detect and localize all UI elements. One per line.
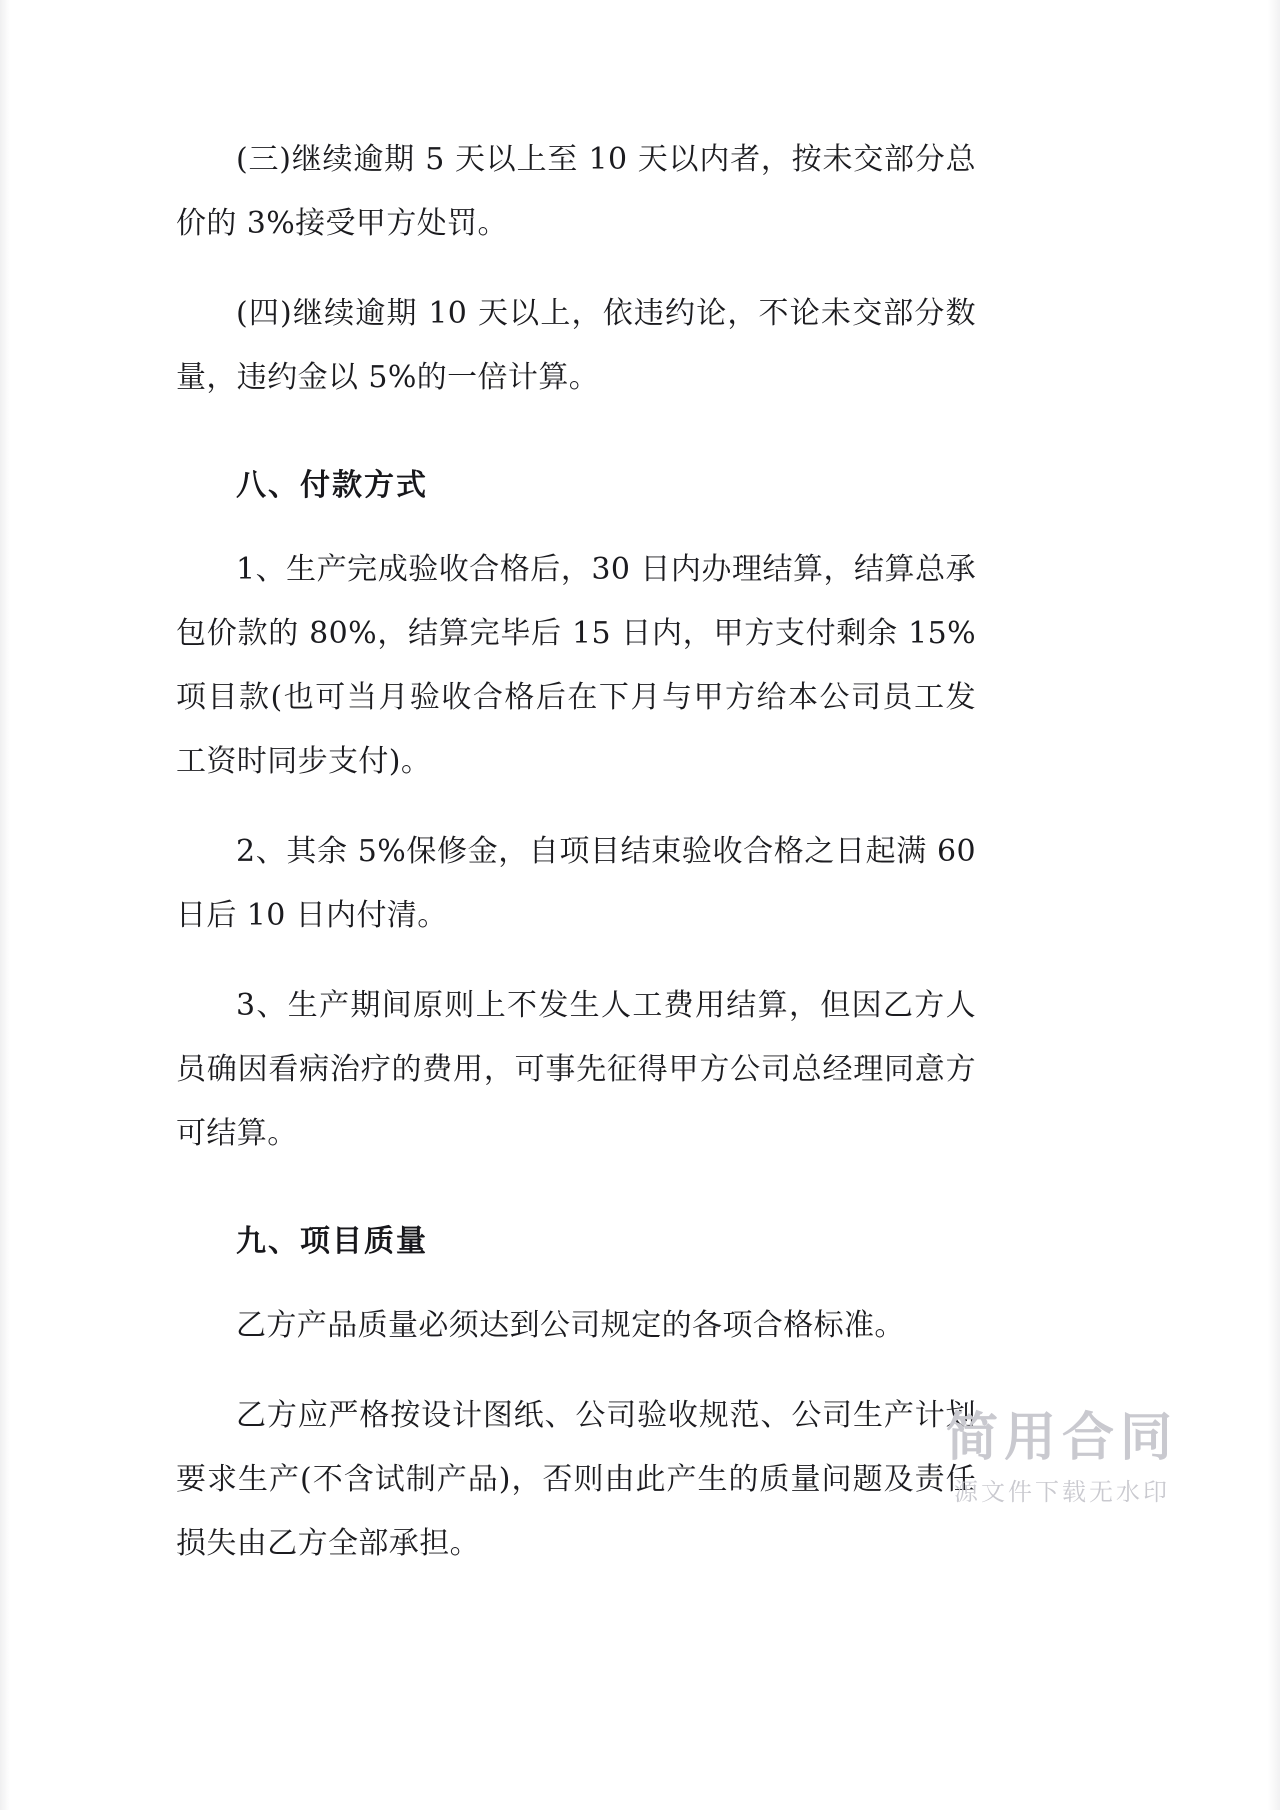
clause-paragraph-four: (四)继续逾期 10 天以上，依违约论，不论未交部分数量，违约金以 5%的一倍计算。 [176,296,976,395]
payment-clause-one: 1、生产完成验收合格后，30 日内办理结算，结算总承包价款的 80%，结算完毕后 15 日内，甲方支付剩余 15%项目款(也可当月验收合格后在下月与甲方给本公司员工发工资时同步支付)。 [176,552,976,779]
payment-clause-two: 2、其余 5%保修金，自项目结束验收合格之日起满 60 日后 10 日内付清。 [176,834,976,933]
payment-clause-three: 3、生产期间原则上不发生人工费用结算，但因乙方人员确因看病治疗的费用，可事先征得甲方公司总经理同意方可结算。 [176,988,976,1151]
section-heading-payment-method: 八、付款方式 [236,468,428,503]
clause-paragraph-three: (三)继续逾期 5 天以上至 10 天以内者，按未交部分总价的 3%接受甲方处罚。 [176,142,976,241]
quality-paragraph-two: 乙方应严格按设计图纸、公司验收规范、公司生产计划要求生产(不含试制产品)，否则由此产生的质量问题及责任损失由乙方全部承担。 [176,1398,976,1561]
section-heading-project-quality: 九、项目质量 [236,1224,428,1259]
spacer [176,1192,976,1200]
document-body [176,128,976,1602]
quality-paragraph-one: 乙方产品质量必须达到公司规定的各项合格标准。 [236,1308,905,1343]
watermark-sub-text: 源文件下载无水印 [954,1478,1170,1506]
watermark-main-text: 简用合同 [945,1408,1178,1468]
spacer [176,436,976,444]
